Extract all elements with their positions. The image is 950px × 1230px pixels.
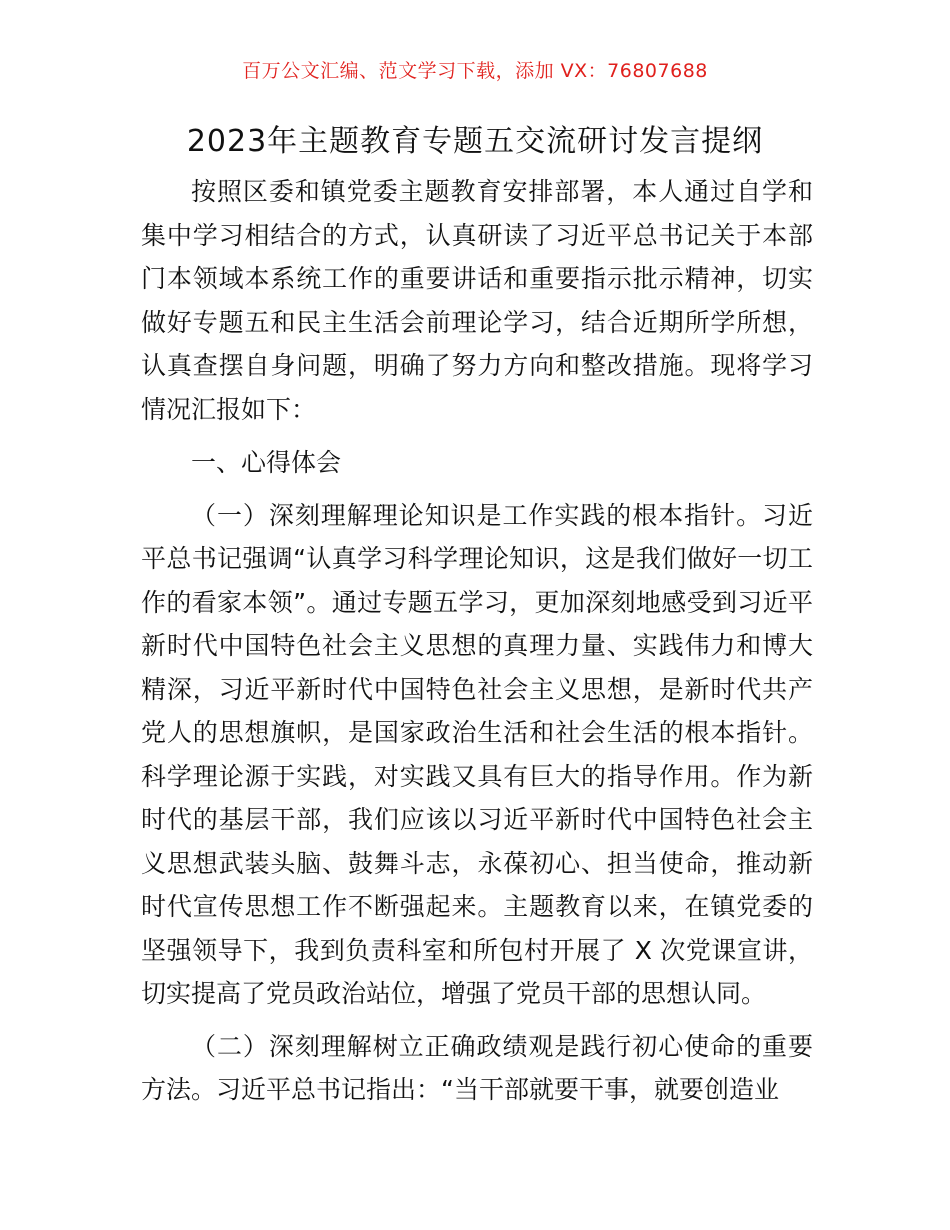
header-watermark-note: 百万公文汇编、范文学习下载，添加 VX：76807688 <box>242 60 708 82</box>
section-heading-1: 一、心得体会 <box>191 448 342 477</box>
paragraph-2: （二）深刻理解树立正确政绩观是践行初心使命的重要方法。习近平总书记指出：“当干部就要干事，就要创造业 <box>141 1031 813 1104</box>
intro-paragraph: 按照区委和镇党委主题教育安排部署，本人通过自学和集中学习相结合的方式，认真研读了习近平总书记关于本部门本领域本系统工作的重要讲话和重要指示批示精神，切实做好专题五和民主生活会前理论学习，结合近期所学所想，认真查摆自身问题，明确了努力方向和整改措施。现将学习情况汇报如下： <box>141 177 813 424</box>
document-body <box>141 170 813 1112</box>
document-title: 2023年主题教育专题五交流研讨发言提纲 <box>186 124 764 159</box>
paragraph-1: （一）深刻理解理论知识是工作实践的根本指针。习近平总书记强调“认真学习科学理论知识，这是我们做好一切工作的看家本领”。通过专题五学习，更加深刻地感受到习近平新时代中国特色社会主义思想的真理力量、实践伟力和博大精深，习近平新时代中国特色社会主义思想，是新时代共产党人的思想旗帜，是国家政治生活和社会生活的根本指针。科学理论源于实践，对实践又具有巨大的指导作用。作为新时代的基层干部，我们应该以习近平新时代中国特色社会主义思想武装头脑、鼓舞斗志，永葆初心、担当使命，推动新时代宣传思想工作不断强起来。主题教育以来，在镇党委的坚强领导下，我到负责科室和所包村开展了 X 次党课宣讲，切实提高了党员政治站位，增强了党员干部的思想认同。 <box>141 500 813 1008</box>
